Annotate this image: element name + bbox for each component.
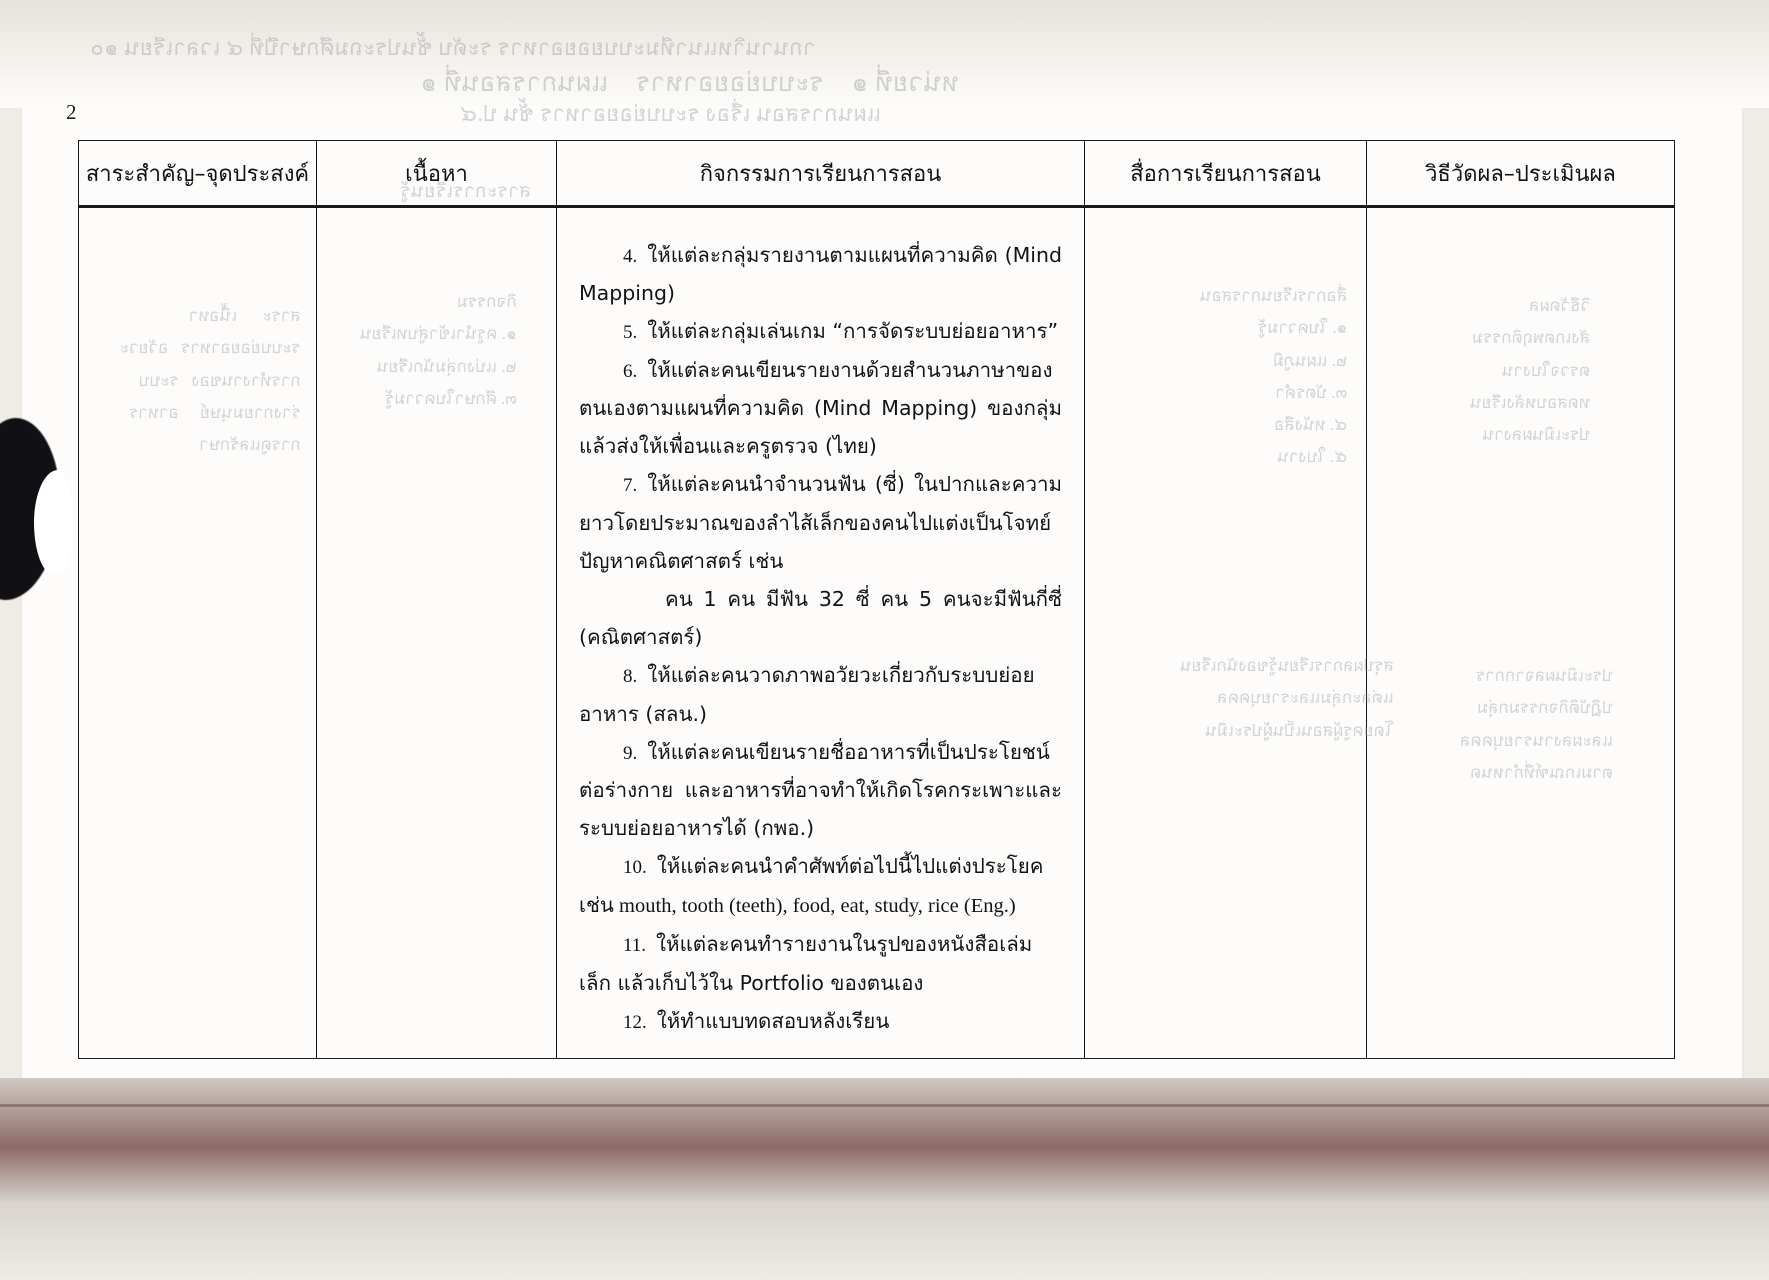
activity-text: ให้แต่ละคนทำรายงานในรูปของหนังสือเล่มเล็ก แล้วเก็บไว้ใน Portfolio ของตนเอง (579, 932, 1033, 995)
header-teaching-media: สื่อการเรียนการสอน (1085, 141, 1367, 207)
table-header-row (79, 141, 1675, 207)
table-body-row (79, 207, 1675, 1059)
header-essence-objectives: สาระสำคัญ–จุดประสงค์ (79, 141, 317, 207)
bleed-through-block: วิธีวัดผล สังเกตพฤติกรรม ตรวจใบงาน ทดสอบหลังเรียน ประเมินผลงาน (1470, 296, 1591, 445)
activity-item (579, 1002, 1062, 1040)
page-number: 2 (66, 100, 77, 124)
activity-number: 8. (623, 666, 638, 688)
bleed-through-block: สาระ เนื้อหา ระบบย่อยอาหาร อวัยวะ การทำงานของ ระบบ ร่างกายมนุษย์ อาหาร การดูแลรักษา (120, 306, 301, 455)
activity-item (579, 236, 1062, 312)
page-top-shadow (0, 0, 1769, 108)
bleed-through-block: กิจกรรม ๑. ครูนำเข้าสู่บทเรียน ๒. แบ่งกลุ่มนักเรียน ๓. ศึกษาใบความรู้ (360, 292, 517, 408)
activity-item (579, 733, 1062, 848)
activity-item (579, 656, 1062, 732)
page-edge-line (0, 1104, 1769, 1107)
activity-text: ให้แต่ละกลุ่มเล่นเกม “การจัดระบบย่อยอาหาร” (647, 319, 1059, 344)
activity-text: ให้แต่ละคนนำคำศัพท์ต่อไปนี้ไปแต่งประโยค เช่น mouth, tooth (teeth), food, eat, study, rice (Eng.) (579, 856, 1044, 918)
activity-number: 10. (623, 857, 647, 879)
activity-text: ให้ทำแบบทดสอบหลังเรียน (656, 1008, 890, 1033)
bleed-through-line: แผนการสอน เรื่อง ระบบย่อยอาหาร ชั้น ป.๔ (460, 101, 882, 126)
activity-item (579, 925, 1062, 1001)
scan-artifact-highlight (34, 470, 74, 575)
activity-number: 11. (623, 935, 647, 957)
activity-text: คน 1 คน มีฟัน 32 ซี่ คน 5 คนจะมีฟันกี่ซี่ (คณิตศาสตร์) (579, 586, 1062, 650)
bleed-through-line: หน่วยที่ ๑ ระบบย่อยอาหาร แผนการสอนที่ ๑ (420, 68, 959, 97)
activity-text: ให้แต่ละคนเขียนรายงานด้วยสำนวนภาษาของตนเองตามแผนที่ความคิด (Mind Mapping) ของกลุ่มแล้วส่งให้เพื่อนและครูตรวจ (ไทย) (579, 357, 1062, 459)
cell-teaching-activities (557, 207, 1085, 1059)
activity-text: ให้แต่ละคนนำจำนวนฟัน (ซี่) ในปากและความยาวโดยประมาณของลำไส้เล็กของคนไปแต่งเป็นโจทย์ปัญหาคณิตศาสตร์ เช่น (579, 472, 1062, 573)
activity-text: ให้แต่ละคนเขียนรายชื่ออาหารที่เป็นประโยชน์ต่อร่างกาย และอาหารที่อาจทำให้เกิดโรคกระเพาะและระบบย่อยอาหารได้ (กพอ.) (579, 739, 1062, 841)
bleed-through-line: สาระการเรียนรู้ (400, 181, 531, 202)
activities-list (557, 208, 1084, 1058)
activity-example-line (579, 580, 1062, 656)
page-bottom-edge (0, 1078, 1769, 1280)
activity-number: 5. (623, 322, 638, 344)
activity-number: 6. (623, 360, 638, 382)
activity-text: ให้แต่ละกลุ่มรายงานตามแผนที่ความคิด (Mind Mapping) (579, 243, 1062, 306)
activity-item (579, 312, 1062, 350)
bleed-through-block: สรุปผลการเรียนรู้ของนักเรียน แต่ละกลุ่มและรายบุคคล โดยครูผู้สอนเป็นผู้ประเมิน (1180, 656, 1394, 740)
header-evaluation-method: วิธีวัดผล–ประเมินผล (1367, 141, 1675, 207)
header-teaching-activities: กิจกรรมการเรียนการสอน (557, 141, 1085, 207)
activity-item (579, 847, 1062, 925)
bleed-through-block: สื่อการเรียนการสอน ๑. ใบความรู้ ๒. แผนภูมิ ๓. บัตรคำ ๔. หนังสือ ๕. ใบงาน (1200, 286, 1348, 467)
activity-number: 12. (623, 1011, 647, 1033)
activity-text: ให้แต่ละคนวาดภาพอวัยวะเกี่ยวกับระบบย่อยอาหาร (สลน.) (579, 663, 1035, 726)
activity-number: 7. (623, 475, 638, 497)
bleed-through-block: ประเมินผลจากการ ปฏิบัติกิจกรรมกลุ่ม และผลงานรายบุคคล ตามเกณฑ์ที่กำหนด (1460, 666, 1613, 782)
activity-number: 4. (623, 246, 638, 267)
header-content: เนื้อหา (317, 141, 557, 207)
activity-number: 9. (623, 742, 638, 764)
activity-item (579, 465, 1062, 580)
bleed-through-line: ากนานาิหแนาทีมะบบยอยอาหาร ระดับ ชั้นประถมศึกษาปีที่ ๔ เวลาเรียน ๑๐ (90, 35, 816, 60)
lesson-plan-table (78, 140, 1675, 1059)
activity-item (579, 351, 1062, 466)
